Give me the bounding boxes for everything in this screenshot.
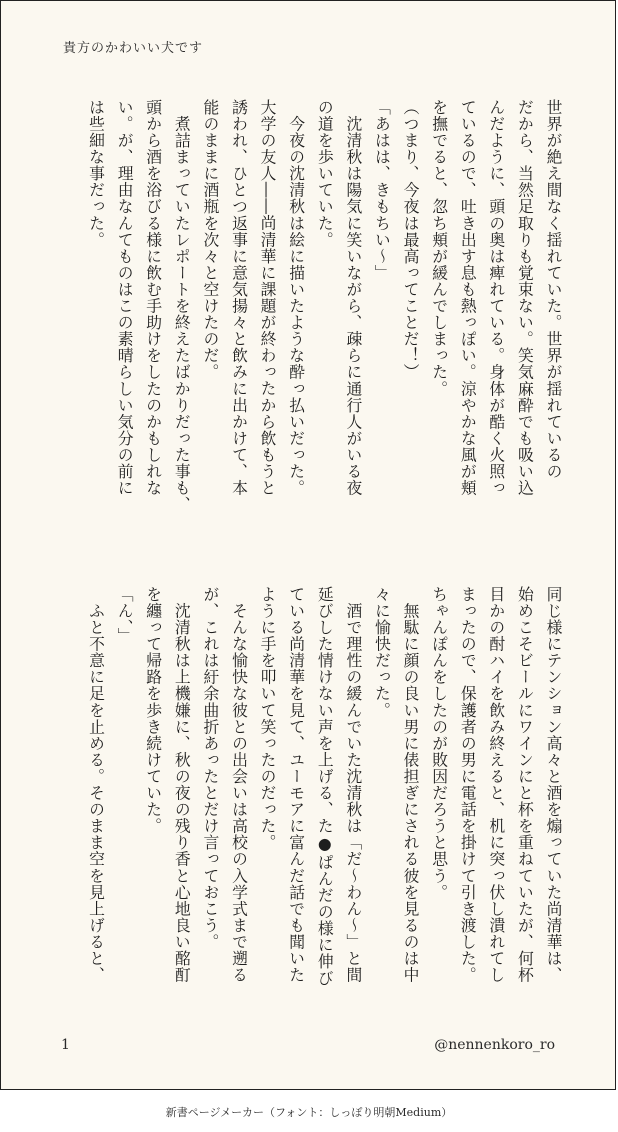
text-line: ちゃんぽんをしたのが敗因だろうと思う。 (429, 586, 449, 901)
text-line: ているので、吐き出す息も熱っぽい。涼やかな風が頬 (458, 99, 478, 497)
text-line: 煮詰まっていたレポートを終えたばかりだった事も、 (172, 99, 192, 513)
text-line: は些細な事だった。 (86, 99, 106, 248)
text-line: ふと不意に足を止める。そのまま空を見上げると、 (86, 586, 106, 984)
text-block-bottom (81, 586, 567, 1016)
text-line: 酒で理性の緩んでいた沈清秋は「だ〜わん〜」と間 (343, 586, 363, 984)
text-block-top (81, 99, 567, 539)
text-line: （つまり、今夜は最高ってことだ！） (401, 99, 421, 381)
text-line: だから、当然足取りも覚束ない。笑気麻酔でも吸い込 (515, 99, 535, 497)
text-line: 世界が絶え間なく揺れていた。世界が揺れているの (544, 99, 563, 480)
text-line: そんな愉快な彼との出会いは高校の入学式まで遡る (229, 586, 249, 984)
text-line: 大学の友人――尚清華に課題が終わったから飲もうと (258, 99, 278, 497)
book-title: 貴方のかわいい犬です (63, 41, 204, 56)
text-line: を纏って帰路を歩き続けていた。 (143, 586, 163, 835)
text-line: 沈清秋は陽気に笑いながら、疎らに通行人がいる夜 (343, 99, 363, 497)
text-line: 無駄に顔の良い男に俵担ぎにされる彼を見るのは中 (401, 586, 421, 984)
author-handle: @nennenkoro_ro (434, 1037, 555, 1053)
text-line: 「あはは、きもちい〜」 (372, 99, 392, 282)
text-line: の道を歩いていた。 (315, 99, 335, 248)
text-line: 誘われ、ひとつ返事に意気揚々と飲みに出かけて、本 (229, 99, 249, 497)
text-line: を撫でると、忽ち頬が緩んでしまった。 (429, 99, 449, 397)
page-number: 1 (61, 1037, 70, 1053)
text-line: が、これは紆余曲折あったとだけ言っておこう。 (200, 586, 220, 951)
text-line: 々に愉快だった。 (372, 586, 392, 719)
text-line: ている尚清華を見て、ユーモアに富んだ話でも聞いた (286, 586, 306, 984)
text-line: 頭から酒を浴びる様に飲む手助けをしたのかもしれな (143, 99, 163, 497)
generator-credit: 新書ページメーカー（フォント：しっぽり明朝Medium） (165, 1106, 453, 1119)
text-line: んだように、頭の奥は痺れている。身体が酷く火照っ (486, 99, 506, 497)
text-line: まったので、保護者の男に電話を掛けて引き渡した。 (458, 586, 478, 984)
text-line: 能のままに酒瓶を次々と空けたのだ。 (200, 99, 220, 381)
text-line: い。が、理由なんてものはこの素晴らしい気分の前に (115, 99, 135, 497)
text-line: 延びした情けない声を上げる、た●ぱんだの様に伸び (315, 586, 335, 987)
text-line: ように手を叩いて笑ったのだった。 (258, 586, 278, 851)
text-line: 目かの酎ハイを飲み終えると、机に突っ伏し潰れてし (486, 586, 506, 984)
text-line: 今夜の沈清秋は絵に描いたような酔っ払いだった。 (286, 99, 306, 497)
text-line: 沈清秋は上機嫌に、秋の夜の残り香と心地良い酩酊 (172, 586, 192, 984)
text-line: 同じ様にテンション高々と酒を煽っていた尚清華は、 (544, 586, 563, 984)
text-line: 「ん、」 (115, 586, 135, 645)
text-line: 始めこそビールにワインにと杯を重ねていたが、何杯 (515, 586, 535, 984)
